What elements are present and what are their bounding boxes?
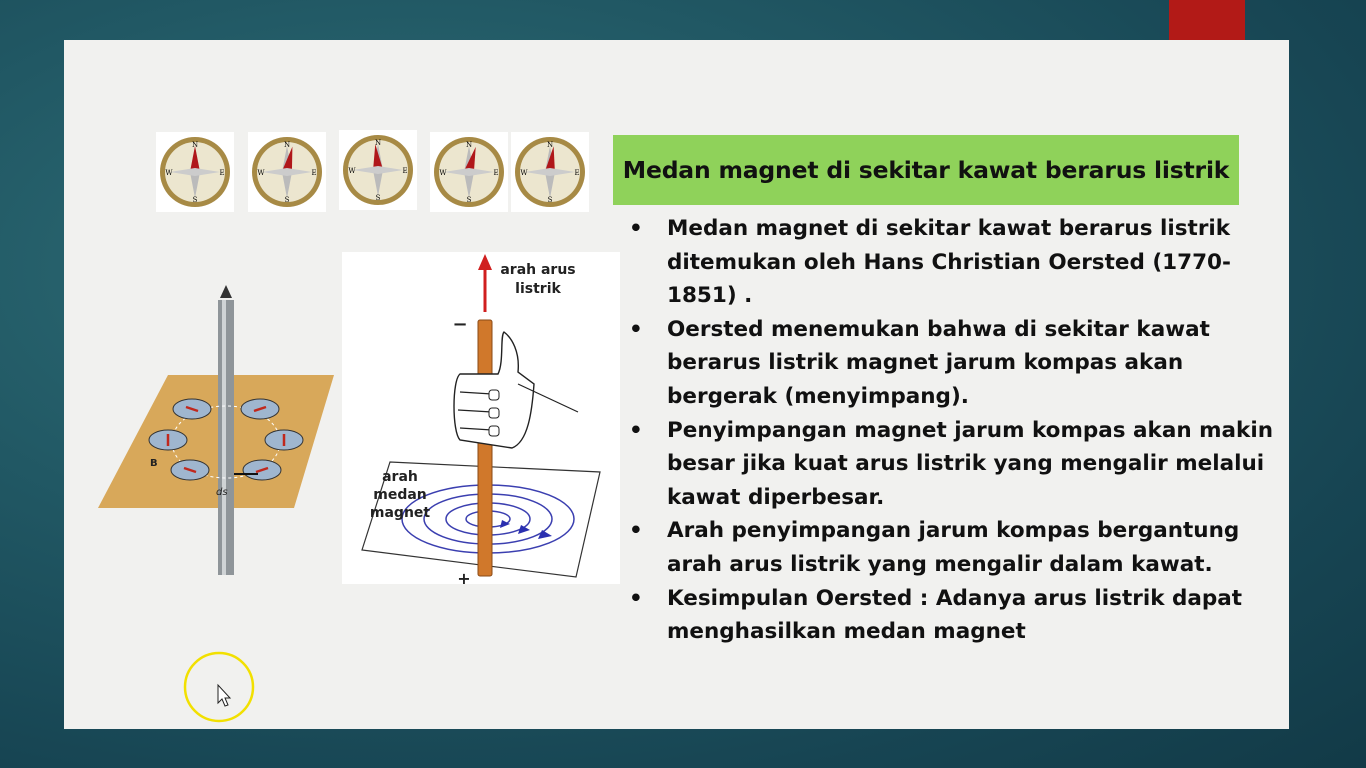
bullet-item	[629, 212, 1279, 313]
field-label-line2: medan	[373, 487, 427, 503]
bullet-dot: •	[629, 316, 643, 342]
current-label-line2: listrik	[515, 281, 561, 297]
svg-text:S: S	[192, 196, 198, 204]
svg-text:E: E	[402, 167, 408, 175]
arrow-up-icon	[478, 254, 492, 270]
svg-text:E: E	[493, 169, 499, 177]
bullet-text: Penyimpangan magnet jarum kompas akan makin besar jika kuat arus listrik yang mengalir melalui kawat diperbesar.	[667, 417, 1274, 510]
bullet-list	[629, 212, 1279, 649]
compass-icon	[511, 132, 589, 212]
svg-text:W: W	[348, 167, 356, 175]
b-label: B	[150, 458, 158, 469]
svg-text:S: S	[375, 194, 381, 202]
bullet-text: Arah penyimpangan jarum kompas bergantung arah arus listrik yang mengalir dalam kawat.	[667, 518, 1240, 577]
compass-1	[156, 132, 234, 212]
ds-label: ds	[216, 487, 228, 498]
presentation-slide	[64, 40, 1289, 729]
wire-compass-figure	[98, 280, 338, 580]
bullet-text: Oersted menemukan bahwa di sekitar kawat berarus listrik magnet jarum kompas akan bergerak (menyimpang).	[667, 316, 1210, 409]
bullet-item	[629, 313, 1279, 414]
svg-text:W: W	[257, 169, 265, 177]
current-label-line1: arah arus	[500, 262, 576, 278]
compass-icon	[430, 132, 508, 212]
svg-text:W: W	[520, 169, 528, 177]
bullet-item	[629, 514, 1279, 581]
svg-text:N: N	[546, 141, 554, 149]
svg-text:W: W	[165, 169, 173, 177]
field-label-line3: magnet	[369, 505, 431, 521]
wire-rod	[478, 320, 492, 576]
svg-text:S: S	[547, 196, 553, 204]
cursor-highlight	[183, 651, 255, 723]
current-arrow-icon	[220, 285, 232, 298]
bullet-text: Kesimpulan Oersted : Adanya arus listrik dapat menghasilkan medan magnet	[667, 585, 1243, 645]
compass-icon	[248, 132, 326, 212]
compass-4	[430, 132, 508, 212]
compass-icon	[156, 132, 234, 212]
svg-text:N: N	[283, 141, 291, 149]
compass-icon	[339, 130, 417, 210]
bullet-dot: •	[629, 585, 643, 611]
svg-text:N: N	[465, 141, 473, 149]
svg-text:N: N	[191, 141, 199, 149]
field-label-line1: arah	[382, 469, 418, 485]
bullet-item	[629, 414, 1279, 515]
bullet-dot: •	[629, 216, 643, 241]
svg-text:S: S	[284, 196, 290, 204]
svg-text:W: W	[439, 169, 447, 177]
right-hand-rule-figure	[342, 252, 620, 584]
bullet-dot: •	[629, 417, 643, 443]
slide-title-bar	[613, 135, 1239, 205]
mouse-pointer-icon	[218, 685, 230, 706]
slide-title: Medan magnet di sekitar kawat berarus listrik	[622, 156, 1230, 184]
compass-3	[339, 130, 417, 210]
bullet-dot: •	[629, 518, 643, 544]
svg-text:S: S	[466, 196, 472, 204]
bullet-text: Medan magnet di sekitar kawat berarus listrik ditemukan oleh Hans Christian Oersted (1770-1851) .	[667, 216, 1231, 309]
svg-text:E: E	[311, 169, 317, 177]
svg-text:E: E	[574, 169, 580, 177]
minus-sign: −	[452, 314, 468, 335]
plus-sign: +	[457, 569, 471, 584]
compass-2	[248, 132, 326, 212]
compass-5	[511, 132, 589, 212]
svg-text:E: E	[219, 169, 225, 177]
red-accent-tab	[1169, 0, 1245, 40]
bullet-item	[629, 582, 1279, 649]
svg-text:N: N	[374, 139, 382, 147]
